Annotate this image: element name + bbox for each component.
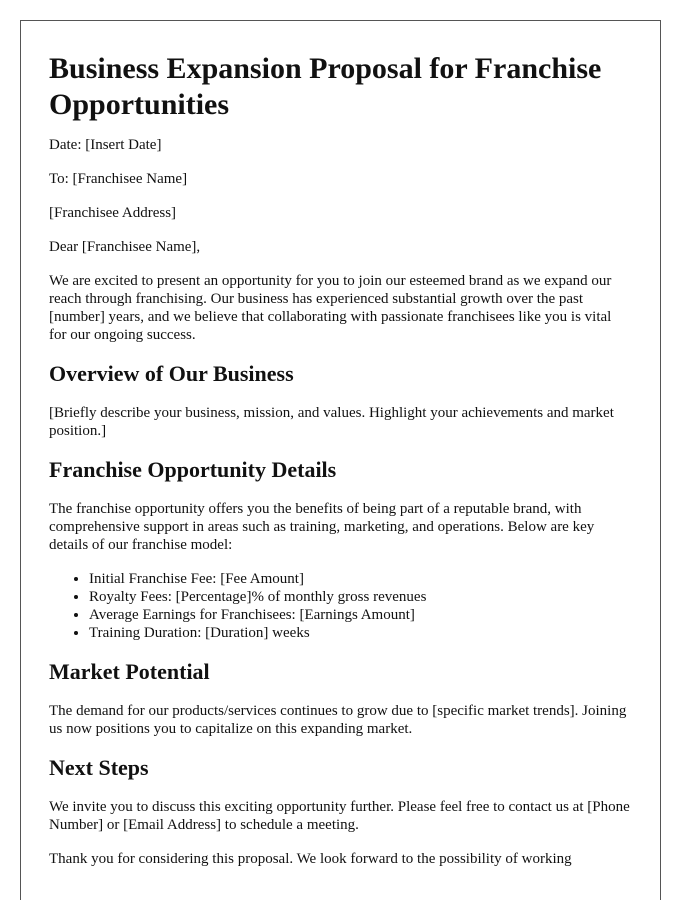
details-heading: Franchise Opportunity Details <box>49 457 337 482</box>
franchise-details-list <box>49 570 632 642</box>
intro-paragraph: We are excited to present an opportunity for you to join our esteemed brand as we expand our reach through franchising. Our business has experienced substantial growth over the past [number] years, and we believe that collaborating with passionate franchisees like you is vital for our ongoing success. <box>49 273 612 343</box>
recipient-address-line: [Franchisee Address] <box>49 205 177 221</box>
market-heading: Market Potential <box>49 659 210 684</box>
list-item: • Royalty Fees: [Percentage]% of monthly gross revenues <box>89 588 632 606</box>
list-item: • Initial Franchise Fee: [Fee Amount] <box>89 570 632 588</box>
details-paragraph: The franchise opportunity offers you the benefits of being part of a reputable brand, with comprehensive support in areas such as training, marketing, and operations. Below are key details of our franchise model: <box>49 501 595 553</box>
overview-heading: Overview of Our Business <box>49 361 294 386</box>
closing-paragraph: Thank you for considering this proposal. We look forward to the possibility of working <box>49 851 572 867</box>
next-steps-heading: Next Steps <box>49 755 149 780</box>
date-line: Date: [Insert Date] <box>49 137 162 153</box>
overview-paragraph: [Briefly describe your business, mission, and values. Highlight your achievements and market position.] <box>49 405 614 439</box>
recipient-name-line: To: [Franchisee Name] <box>49 171 188 187</box>
salutation: Dear [Franchisee Name], <box>49 239 201 255</box>
document-title: Business Expansion Proposal for Franchise Opportunities <box>49 52 602 121</box>
letter-page <box>20 20 661 900</box>
list-item: • Average Earnings for Franchisees: [Earnings Amount] <box>89 606 632 624</box>
next-steps-paragraph: We invite you to discuss this exciting opportunity further. Please feel free to contact us at [Phone Number] or [Email Address] to schedule a meeting. <box>49 799 630 833</box>
market-paragraph: The demand for our products/services continues to grow due to [specific market trends]. Joining us now positions you to capitalize on this expanding market. <box>49 703 627 737</box>
list-item: • Training Duration: [Duration] weeks <box>89 624 632 642</box>
